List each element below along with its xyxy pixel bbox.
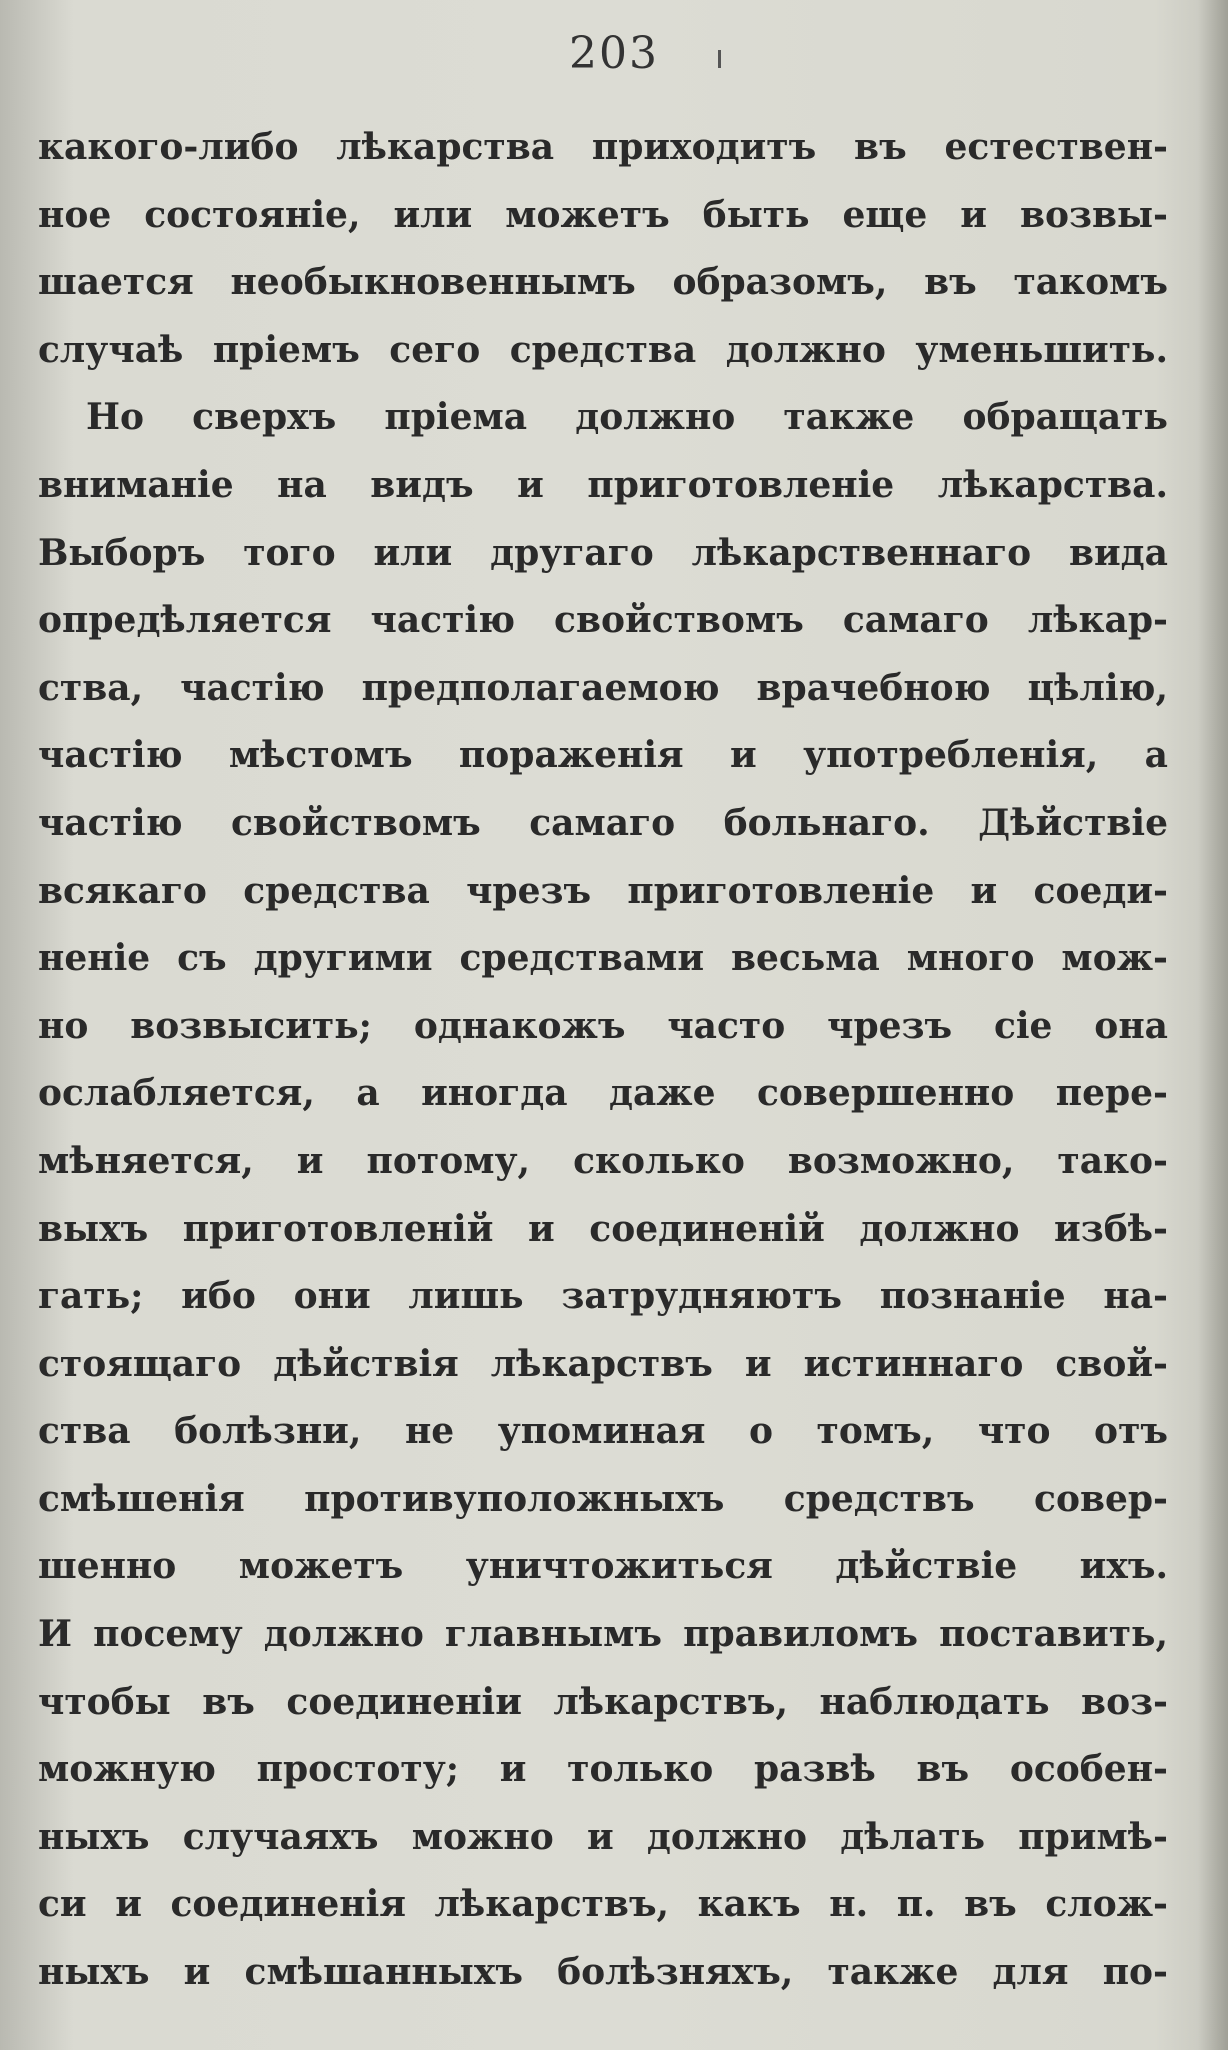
text-line: неніе съ другими средствами весьма много мож- xyxy=(38,937,1168,980)
text-line: выхъ приготовленій и соединеній должно избѣ- xyxy=(38,1207,1168,1250)
text-line: стоящаго дѣйствія лѣкарствъ и истиннаго свой- xyxy=(38,1342,1168,1385)
text-line: мѣняется, и потому, сколько возможно, тако- xyxy=(38,1139,1168,1182)
text-line: си и соединенія лѣкарствъ, какъ н. п. въ слож- xyxy=(38,1883,1168,1926)
text-line: можную простоту; и только развѣ въ особен- xyxy=(38,1748,1168,1791)
paragraph-start-line: Но сверхъ пріема должно также обращать xyxy=(86,396,1168,439)
text-line: опредѣляется частію свойствомъ самаго лѣкар- xyxy=(38,599,1168,642)
text-line: шается необыкновеннымъ образомъ, въ такомъ xyxy=(38,261,1168,304)
text-line: чтобы въ соединеніи лѣкарствъ, наблюдать воз- xyxy=(38,1680,1168,1723)
text-line: ное состояніе, или можетъ быть еще и возвы- xyxy=(38,193,1168,236)
page-number: 203 xyxy=(569,28,659,79)
text-line: ныхъ случаяхъ можно и должно дѣлать примѣ- xyxy=(38,1815,1168,1858)
text-line: случаѣ пріемъ сего средства должно уменьшить. xyxy=(38,328,1168,371)
text-line: смѣшенія противуположныхъ средствъ совер- xyxy=(38,1477,1168,1520)
folio-mark xyxy=(718,50,721,68)
text-line: И посему должно главнымъ правиломъ поставить, xyxy=(38,1613,1168,1656)
text-line: какого-либо лѣкарства приходитъ въ естествен- xyxy=(38,126,1168,168)
body-text xyxy=(38,114,1168,2007)
page-edge-shadow xyxy=(1198,0,1228,2050)
text-line: вниманіе на видъ и приготовленіе лѣкарства. xyxy=(38,463,1168,506)
text-line: но возвысить; однакожъ часто чрезъ сіе она xyxy=(38,1004,1168,1047)
text-line: ства болѣзни, не упоминая о томъ, что отъ xyxy=(38,1410,1168,1453)
text-line: гать; ибо они лишь затрудняютъ познаніе на- xyxy=(38,1275,1168,1318)
text-line: ослабляется, а иногда даже совершенно пере- xyxy=(38,1072,1168,1115)
text-line: частію мѣстомъ пораженія и употребленія, а xyxy=(38,734,1168,777)
text-line: всякаго средства чрезъ приготовленіе и соеди- xyxy=(38,869,1168,912)
text-line: ства, частію предполагаемою врачебною цѣлію, xyxy=(38,666,1168,709)
text-line: ныхъ и смѣшанныхъ болѣзняхъ, также для по- xyxy=(38,1951,1168,1994)
text-line: Выборъ того или другаго лѣкарственнаго вида xyxy=(38,531,1168,574)
text-line: частію свойствомъ самаго больнаго. Дѣйствіе xyxy=(38,801,1168,844)
text-line: шенно можетъ уничтожиться дѣйствіе ихъ. xyxy=(38,1545,1168,1588)
